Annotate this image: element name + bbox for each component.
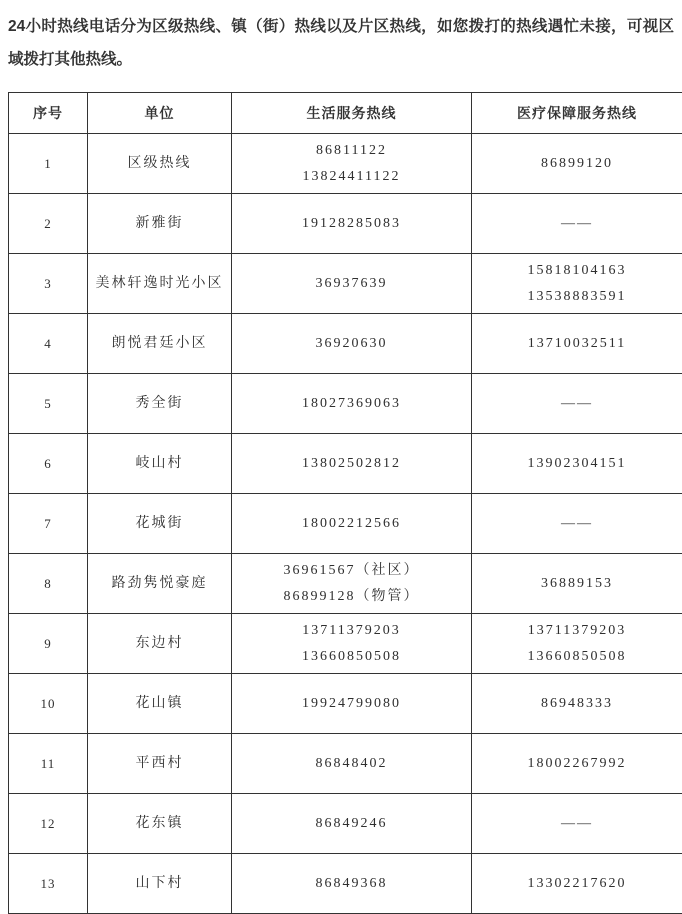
cell-unit-name: 路劲隽悦豪庭 [88,554,232,614]
table-row [9,554,682,614]
table-row [9,374,682,434]
phone-line: 18002212566 [236,511,467,537]
cell-unit-name: 美林轩逸时光小区 [88,254,232,314]
phone-line: 13802502812 [236,451,467,477]
cell-life-service-hotline [232,194,472,254]
cell-seq-number: 5 [9,374,88,434]
cell-seq-number: 7 [9,494,88,554]
phone-line: 86899120 [476,151,678,177]
cell-life-service-hotline [232,854,472,914]
cell-life-service-hotline [232,374,472,434]
phone-line: —— [476,511,678,537]
table-row [9,134,682,194]
table-row [9,674,682,734]
header-medical-service-hotline: 医疗保障服务热线 [472,93,682,134]
phone-line: 13660850508 [236,644,467,670]
cell-life-service-hotline [232,734,472,794]
phone-line: 13711379203 [236,618,467,644]
cell-seq-number: 9 [9,614,88,674]
hotline-table [8,92,682,914]
cell-medical-service-hotline [472,614,682,674]
cell-seq-number: 6 [9,434,88,494]
table-row [9,854,682,914]
cell-medical-service-hotline [472,134,682,194]
cell-unit-name: 朗悦君廷小区 [88,314,232,374]
cell-life-service-hotline [232,134,472,194]
cell-life-service-hotline [232,434,472,494]
phone-line: —— [476,811,678,837]
header-row [9,93,682,134]
cell-unit-name: 花东镇 [88,794,232,854]
table-row [9,614,682,674]
cell-seq-number: 11 [9,734,88,794]
page [0,10,682,914]
cell-seq-number: 8 [9,554,88,614]
phone-line: —— [476,211,678,237]
phone-line: 13710032511 [476,331,678,357]
cell-unit-name: 新雅街 [88,194,232,254]
cell-medical-service-hotline [472,254,682,314]
cell-unit-name: 区级热线 [88,134,232,194]
cell-life-service-hotline [232,314,472,374]
cell-medical-service-hotline [472,554,682,614]
phone-line: —— [476,391,678,417]
phone-line: 18027369063 [236,391,467,417]
hotline-table-wrap [8,92,682,914]
phone-line: 18002267992 [476,751,678,777]
cell-medical-service-hotline [472,854,682,914]
header-seq-number: 序号 [9,93,88,134]
table-row [9,794,682,854]
cell-seq-number: 3 [9,254,88,314]
cell-unit-name: 平西村 [88,734,232,794]
phone-line: 13902304151 [476,451,678,477]
phone-line: 86811122 [236,138,467,164]
cell-unit-name: 岐山村 [88,434,232,494]
phone-line: 13824411122 [236,164,467,190]
phone-line: 86849246 [236,811,467,837]
table-row [9,494,682,554]
cell-medical-service-hotline [472,494,682,554]
phone-line: 13302217620 [476,871,678,897]
cell-medical-service-hotline [472,734,682,794]
phone-line: 19924799080 [236,691,467,717]
cell-medical-service-hotline [472,434,682,494]
phone-line: 13660850508 [476,644,678,670]
cell-medical-service-hotline [472,194,682,254]
phone-line: 36961567（社区） [236,558,467,584]
intro-text: 24小时热线电话分为区级热线、镇（街）热线以及片区热线，如您拨打的热线遇忙未接，可视区域拨打其他热线。 [8,10,674,76]
cell-seq-number: 10 [9,674,88,734]
cell-life-service-hotline [232,674,472,734]
table-row [9,194,682,254]
phone-line: 19128285083 [236,211,467,237]
cell-life-service-hotline [232,614,472,674]
phone-line: 15818104163 [476,258,678,284]
table-row [9,314,682,374]
cell-unit-name: 花城街 [88,494,232,554]
cell-seq-number: 1 [9,134,88,194]
cell-medical-service-hotline [472,314,682,374]
phone-line: 13711379203 [476,618,678,644]
cell-life-service-hotline [232,554,472,614]
cell-medical-service-hotline [472,674,682,734]
phone-line: 13538883591 [476,284,678,310]
table-row [9,434,682,494]
cell-seq-number: 2 [9,194,88,254]
cell-unit-name: 花山镇 [88,674,232,734]
phone-line: 36889153 [476,571,678,597]
cell-seq-number: 4 [9,314,88,374]
cell-unit-name: 秀全街 [88,374,232,434]
phone-line: 86899128（物管） [236,584,467,610]
phone-line: 86849368 [236,871,467,897]
cell-seq-number: 13 [9,854,88,914]
cell-life-service-hotline [232,794,472,854]
phone-line: 86848402 [236,751,467,777]
table-row [9,734,682,794]
table-row [9,254,682,314]
header-unit: 单位 [88,93,232,134]
cell-unit-name: 山下村 [88,854,232,914]
cell-medical-service-hotline [472,374,682,434]
phone-line: 36920630 [236,331,467,357]
header-life-service-hotline: 生活服务热线 [232,93,472,134]
phone-line: 86948333 [476,691,678,717]
cell-seq-number: 12 [9,794,88,854]
phone-line: 36937639 [236,271,467,297]
cell-medical-service-hotline [472,794,682,854]
cell-life-service-hotline [232,254,472,314]
cell-life-service-hotline [232,494,472,554]
cell-unit-name: 东边村 [88,614,232,674]
